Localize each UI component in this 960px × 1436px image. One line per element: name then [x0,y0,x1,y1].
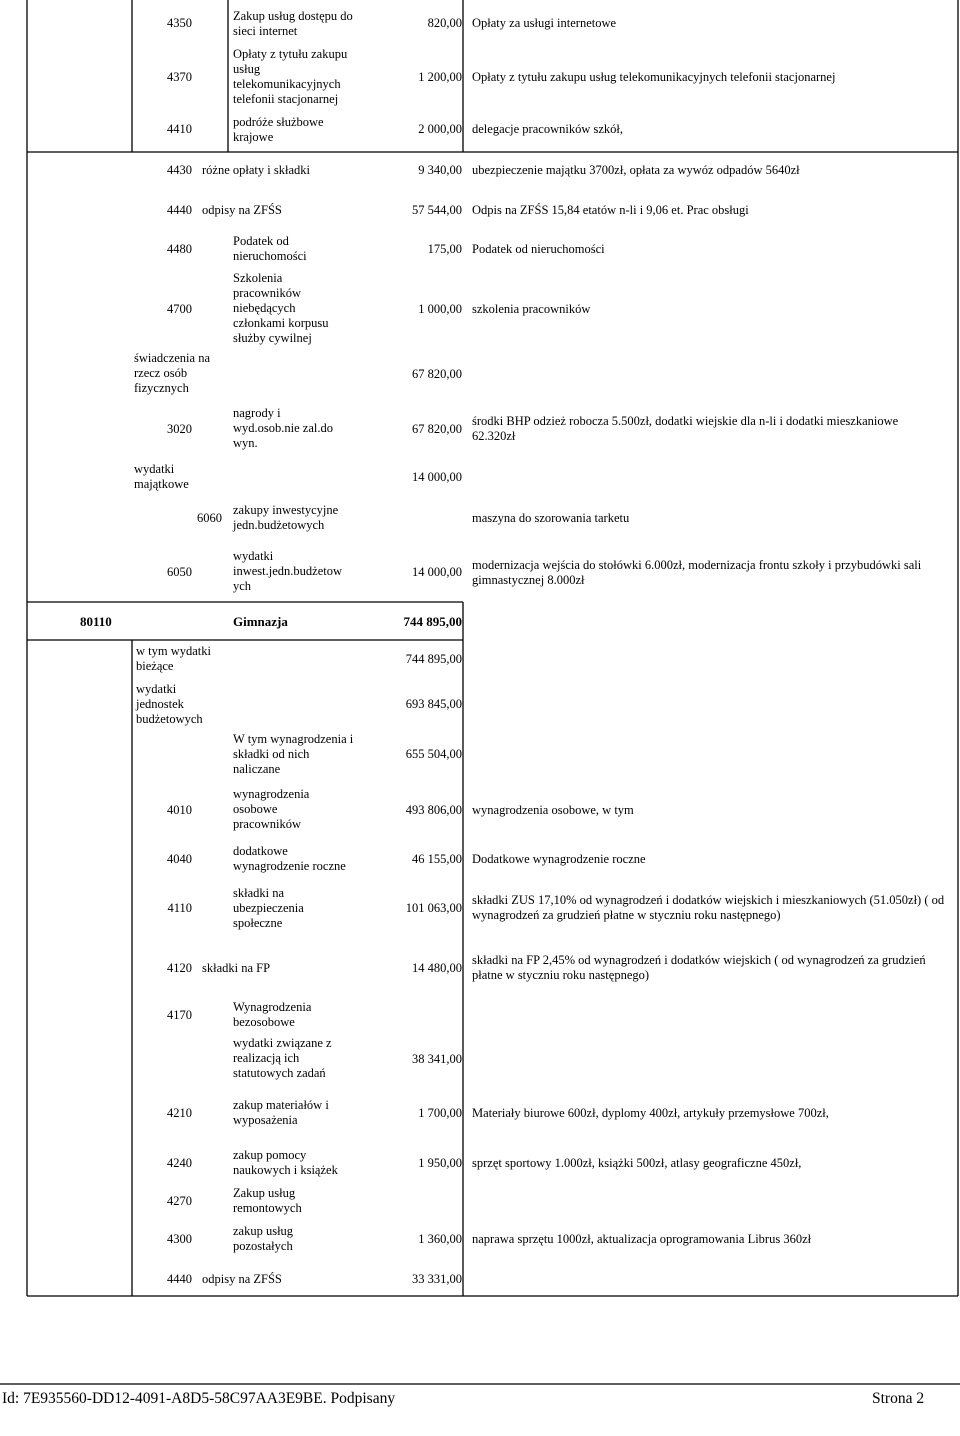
amount: 9 340,00 [418,163,462,177]
item-description: szkolenia pracowników [472,302,591,316]
item-name: odpisy na ZFŚS [202,203,282,217]
amount: 46 155,00 [412,852,462,866]
item-name: Zakup usług dostępu do sieci internet [233,9,353,38]
item-name: wydatki inwest.jedn.budżetow ych [233,549,343,593]
item-description: Odpis na ZFŚS 15,84 etatów n-li i 9,06 et. Prac obsługi [472,203,749,217]
item-name: zakup pomocy naukowych i książek [233,1148,338,1177]
amount: 820,00 [427,16,462,30]
amount: 1 950,00 [418,1156,462,1170]
para-code: 3020 [167,422,192,436]
amount: 493 806,00 [405,803,462,817]
para-code: 6060 [197,511,222,525]
amount: 67 820,00 [412,367,462,381]
item-name: zakup materiałów i wyposażenia [233,1098,329,1127]
amount: 57 544,00 [412,203,462,217]
document-id: Id: 7E935560-DD12-4091-A8D5-58C97AA3E9BE. Podpisany [2,1390,396,1407]
item-description: składki ZUS 17,10% od wynagrodzeń i dodatków wiejskich i mieszkaniowych (51.050zł) ( od wynagrodzeń za grudzień płatne w styczniu roku następnego) [472,893,945,922]
item-name: nagrody i wyd.osob.nie zal.do wyn. [233,406,333,450]
para-code: 4110 [167,901,192,915]
para-code: 4240 [167,1156,192,1170]
item-description: wynagrodzenia osobowe, w tym [472,803,634,817]
item-description: Materiały biurowe 600zł, dyplomy 400zł, artykuły przemysłowe 700zł, [472,1106,829,1120]
amount: 14 480,00 [412,961,462,975]
page-number: Strona 2 [872,1390,925,1407]
para-code: 4120 [167,961,192,975]
item-description: ubezpieczenie majątku 3700zł, opłata za wywóz odpadów 5640zł [472,163,800,177]
para-code: 4700 [167,302,192,316]
item-description: składki na FP 2,45% od wynagrodzeń i dodatków wiejskich ( od wynagrodzeń za grudzień płatne w styczniu roku następnego) [472,953,926,982]
amount: 38 341,00 [412,1052,462,1066]
section-amount: 744 895,00 [403,614,462,629]
para-code: 4480 [167,242,192,256]
item-description: modernizacja wejścia do stołówki 6.000zł, modernizacja frontu szkoły i przybudówki sali gimnastycznej 8.000zł [472,558,922,587]
amount: 1 360,00 [418,1232,462,1246]
item-name: wynagrodzenia osobowe pracowników [233,787,310,831]
para-code: 4440 [167,203,192,217]
item-name: Szkolenia pracowników niebędących członkami korpusu służby cywilnej [233,271,329,345]
amount: 693 845,00 [405,697,462,711]
item-name: Podatek od nieruchomości [233,234,307,263]
item-description: maszyna do szorowania tarketu [472,511,630,525]
item-name: różne opłaty i składki [202,163,310,177]
section-code: 80110 [80,614,112,629]
amount: 175,00 [427,242,462,256]
amount: 2 000,00 [418,122,462,136]
amount: 67 820,00 [412,422,462,436]
item-name: zakupy inwestycyjne jedn.budżetowych [233,503,339,532]
group-label: świadczenia na rzecz osób fizycznych [134,351,211,395]
item-name: dodatkowe wynagrodzenie roczne [233,844,346,873]
item-name: odpisy na ZFŚS [202,1272,282,1286]
para-code: 4010 [167,803,192,817]
para-code: 4270 [167,1194,192,1208]
subgroup-label: W tym wynagrodzenia i składki od nich naliczane [233,732,354,776]
para-code: 6050 [167,565,192,579]
amount: 744 895,00 [405,652,462,666]
group-label: w tym wydatki bieżące [136,644,211,673]
item-name: zakup usług pozostałych [233,1224,294,1253]
item-description: delegacje pracowników szkół, [472,122,623,136]
para-code: 4430 [167,163,192,177]
item-description: naprawa sprzętu 1000zł, aktualizacja oprogramowania Librus 360zł [472,1232,812,1246]
amount: 1 200,00 [418,70,462,84]
item-description: Opłaty za usługi internetowe [472,16,617,30]
amount: 33 331,00 [412,1272,462,1286]
amount: 1 000,00 [418,302,462,316]
item-description: Opłaty z tytułu zakupu usług telekomunikacyjnych telefonii stacjonarnej [472,70,836,84]
section-title: Gimnazja [233,614,288,629]
para-code: 4170 [167,1008,192,1022]
amount: 655 504,00 [405,747,462,761]
para-code: 4040 [167,852,192,866]
item-description: sprzęt sportowy 1.000zł, książki 500zł, atlasy geograficzne 450zł, [472,1156,802,1170]
amount: 14 000,00 [412,565,462,579]
amount: 14 000,00 [412,470,462,484]
item-description: Dodatkowe wynagrodzenie roczne [472,852,646,866]
amount: 1 700,00 [418,1106,462,1120]
item-name: Zakup usług remontowych [233,1186,302,1215]
item-name: składki na FP [202,961,271,975]
para-code: 4440 [167,1272,192,1286]
para-code: 4210 [167,1106,192,1120]
item-name: Wynagrodzenia bezosobowe [233,1000,312,1029]
group-label: wydatki majątkowe [134,462,189,491]
item-name: Opłaty z tytułu zakupu usług telekomunikacyjnych telefonii stacjonarnej [233,47,348,106]
subgroup-label: wydatki związane z realizacją ich statutowych zadań [233,1036,332,1080]
item-name: składki na ubezpieczenia społeczne [233,886,304,930]
item-description: środki BHP odzież robocza 5.500zł, dodatki wiejskie dla n-li i dodatki mieszkaniowe 62.320zł [472,414,899,443]
para-code: 4410 [167,122,192,136]
item-description: Podatek od nieruchomości [472,242,605,256]
item-name: podróże służbowe krajowe [233,115,324,144]
para-code: 4300 [167,1232,192,1246]
group-label: wydatki jednostek budżetowych [136,682,203,726]
para-code: 4350 [167,16,192,30]
para-code: 4370 [167,70,192,84]
amount: 101 063,00 [405,901,462,915]
